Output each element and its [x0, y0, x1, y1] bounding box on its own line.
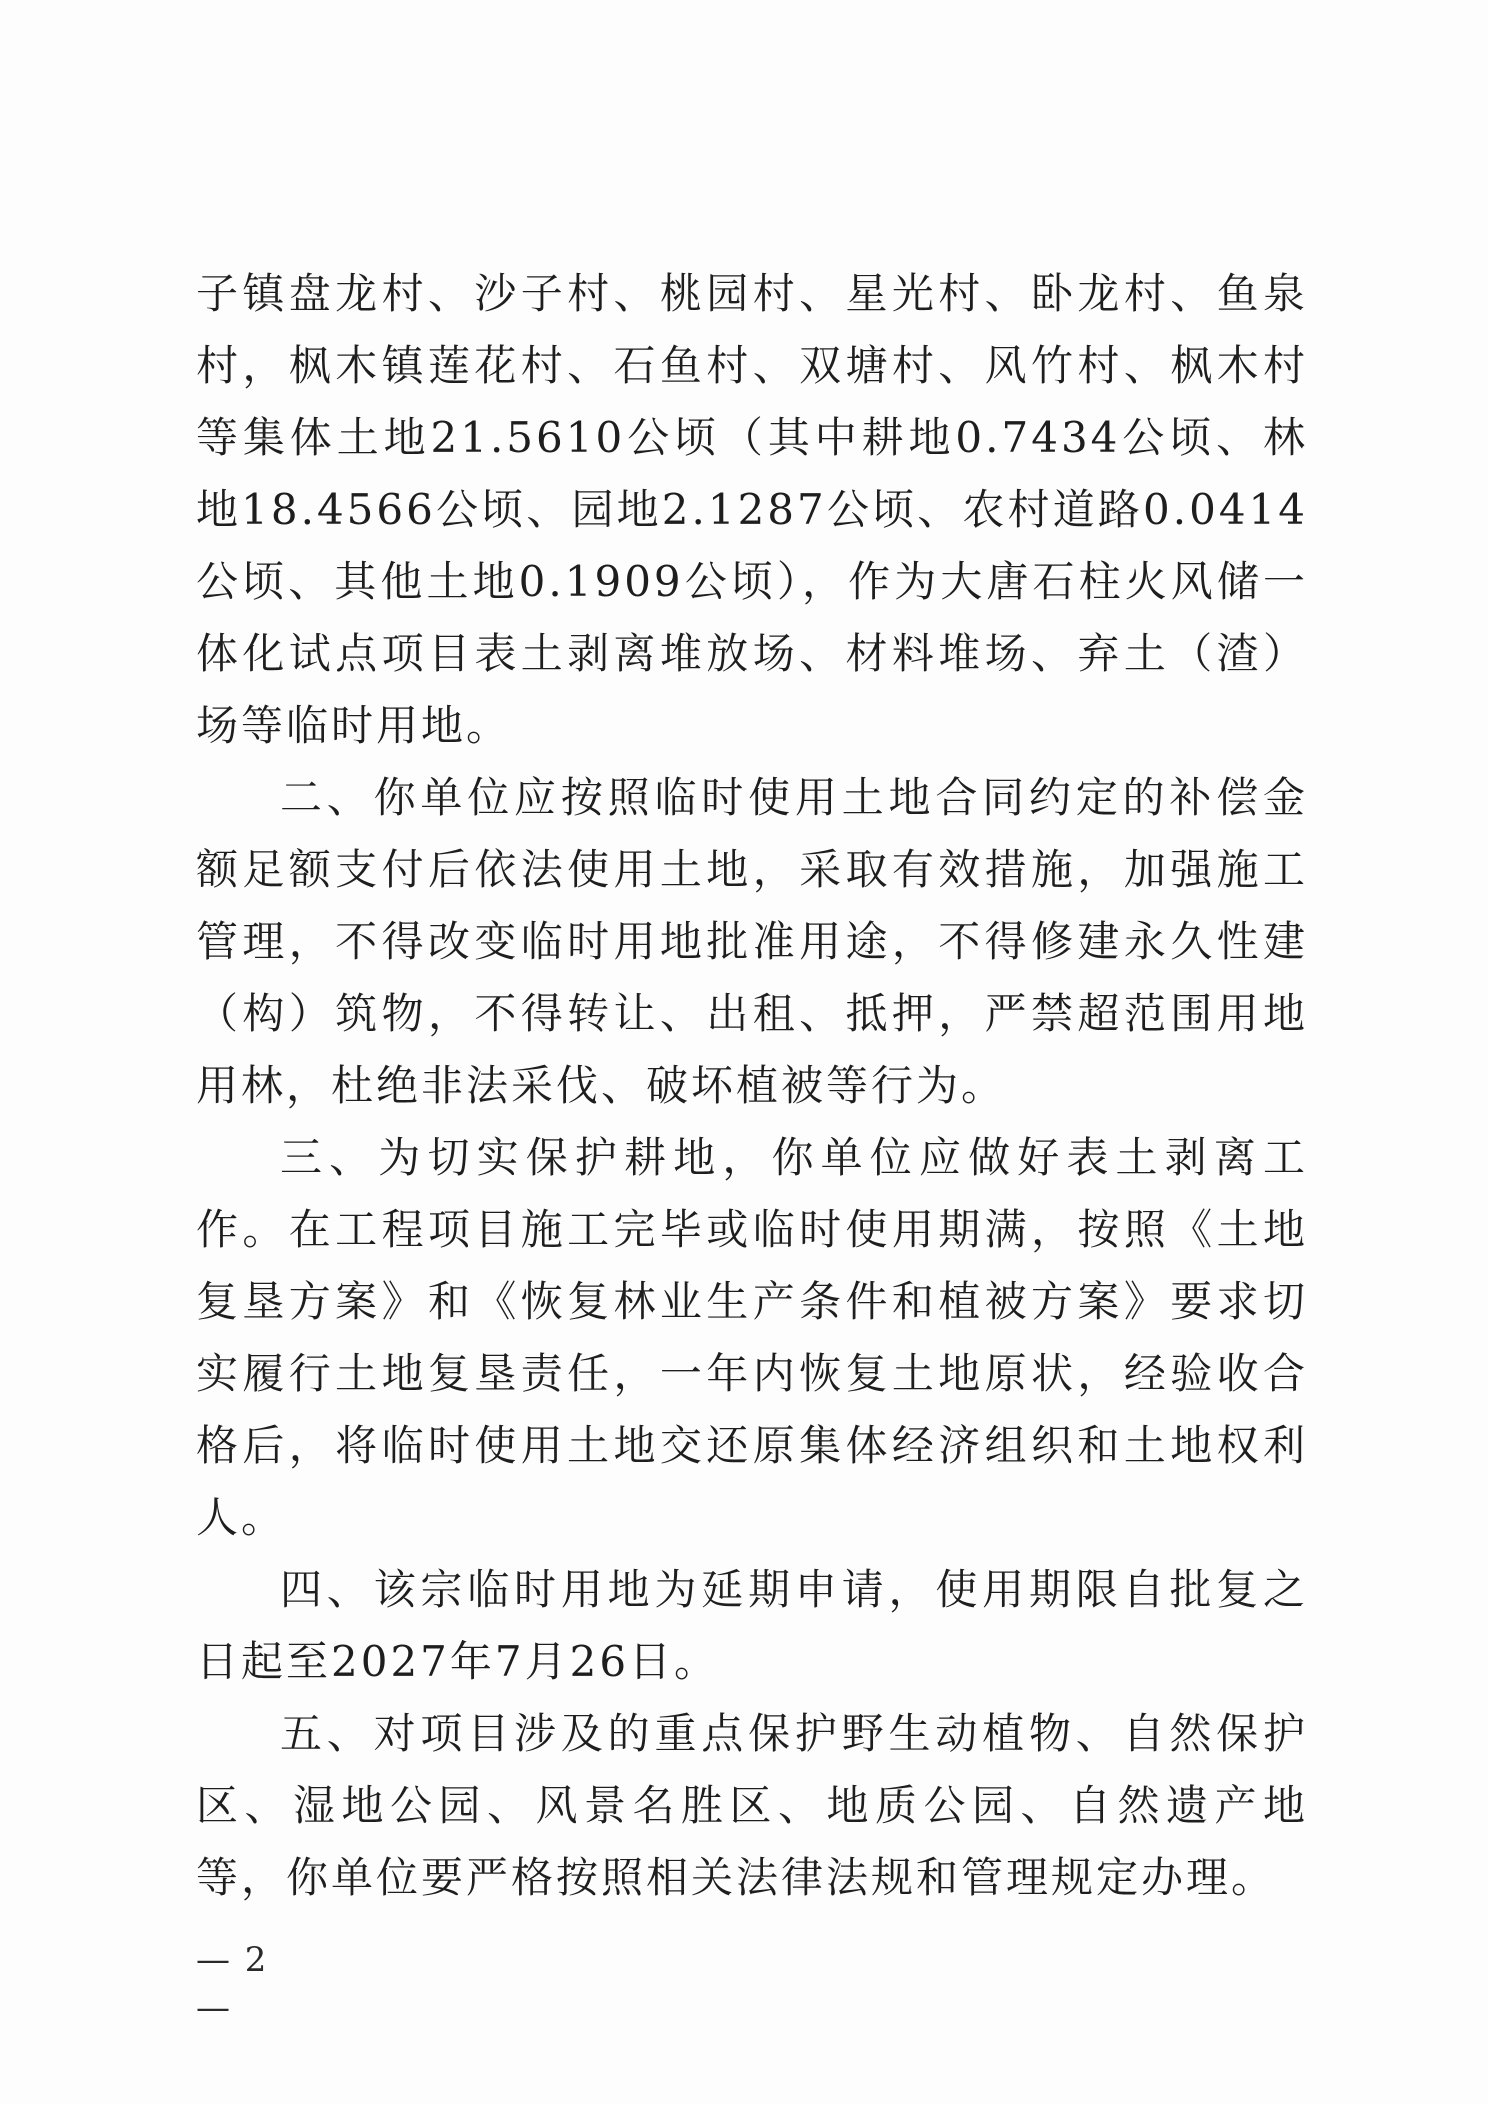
paragraph-item-three: 三、为切实保护耕地，你单位应做好表土剥离工作。在工程项目施工完毕或临时使用期满，按照《土地复垦方案》和《恢复林业生产条件和植被方案》要求切实履行土地复垦责任，一年内恢复土地原状，经验收合格后，将临时使用土地交还原集体经济组织和土地权利人。 — [196, 1133, 1308, 1542]
page-number: — 2 — — [196, 1940, 269, 2028]
paragraph-item-five: 五、对项目涉及的重点保护野生动植物、自然保护区、湿地公园、风景名胜区、地质公园、自然遗产地等，你单位要严格按照相关法律法规和管理规定办理。 — [196, 1709, 1308, 1902]
paragraph-item-four: 四、该宗临时用地为延期申请，使用期限自批复之日起至2027年7月26日。 — [196, 1565, 1308, 1686]
paragraph-continuation: 子镇盘龙村、沙子村、桃园村、星光村、卧龙村、鱼泉村，枫木镇莲花村、石鱼村、双塘村、风竹村、枫木村等集体土地21.5610公顷（其中耕地0.7434公顷、林地18.4566公顷、园地2.1287公顷、农村道路0.0414公顷、其他土地0.1909公顷），作为大唐石柱火风储一体化试点项目表土剥离堆放场、材料堆场、弃土（渣）场等临时用地。 — [196, 269, 1308, 750]
document-body — [196, 258, 1308, 1914]
paragraph-item-two: 二、你单位应按照临时使用土地合同约定的补偿金额足额支付后依法使用土地，采取有效措施，加强施工管理，不得改变临时用地批准用途，不得修建永久性建（构）筑物，不得转让、出租、抵押，严禁超范围用地用林，杜绝非法采伐、破坏植被等行为。 — [196, 773, 1308, 1110]
